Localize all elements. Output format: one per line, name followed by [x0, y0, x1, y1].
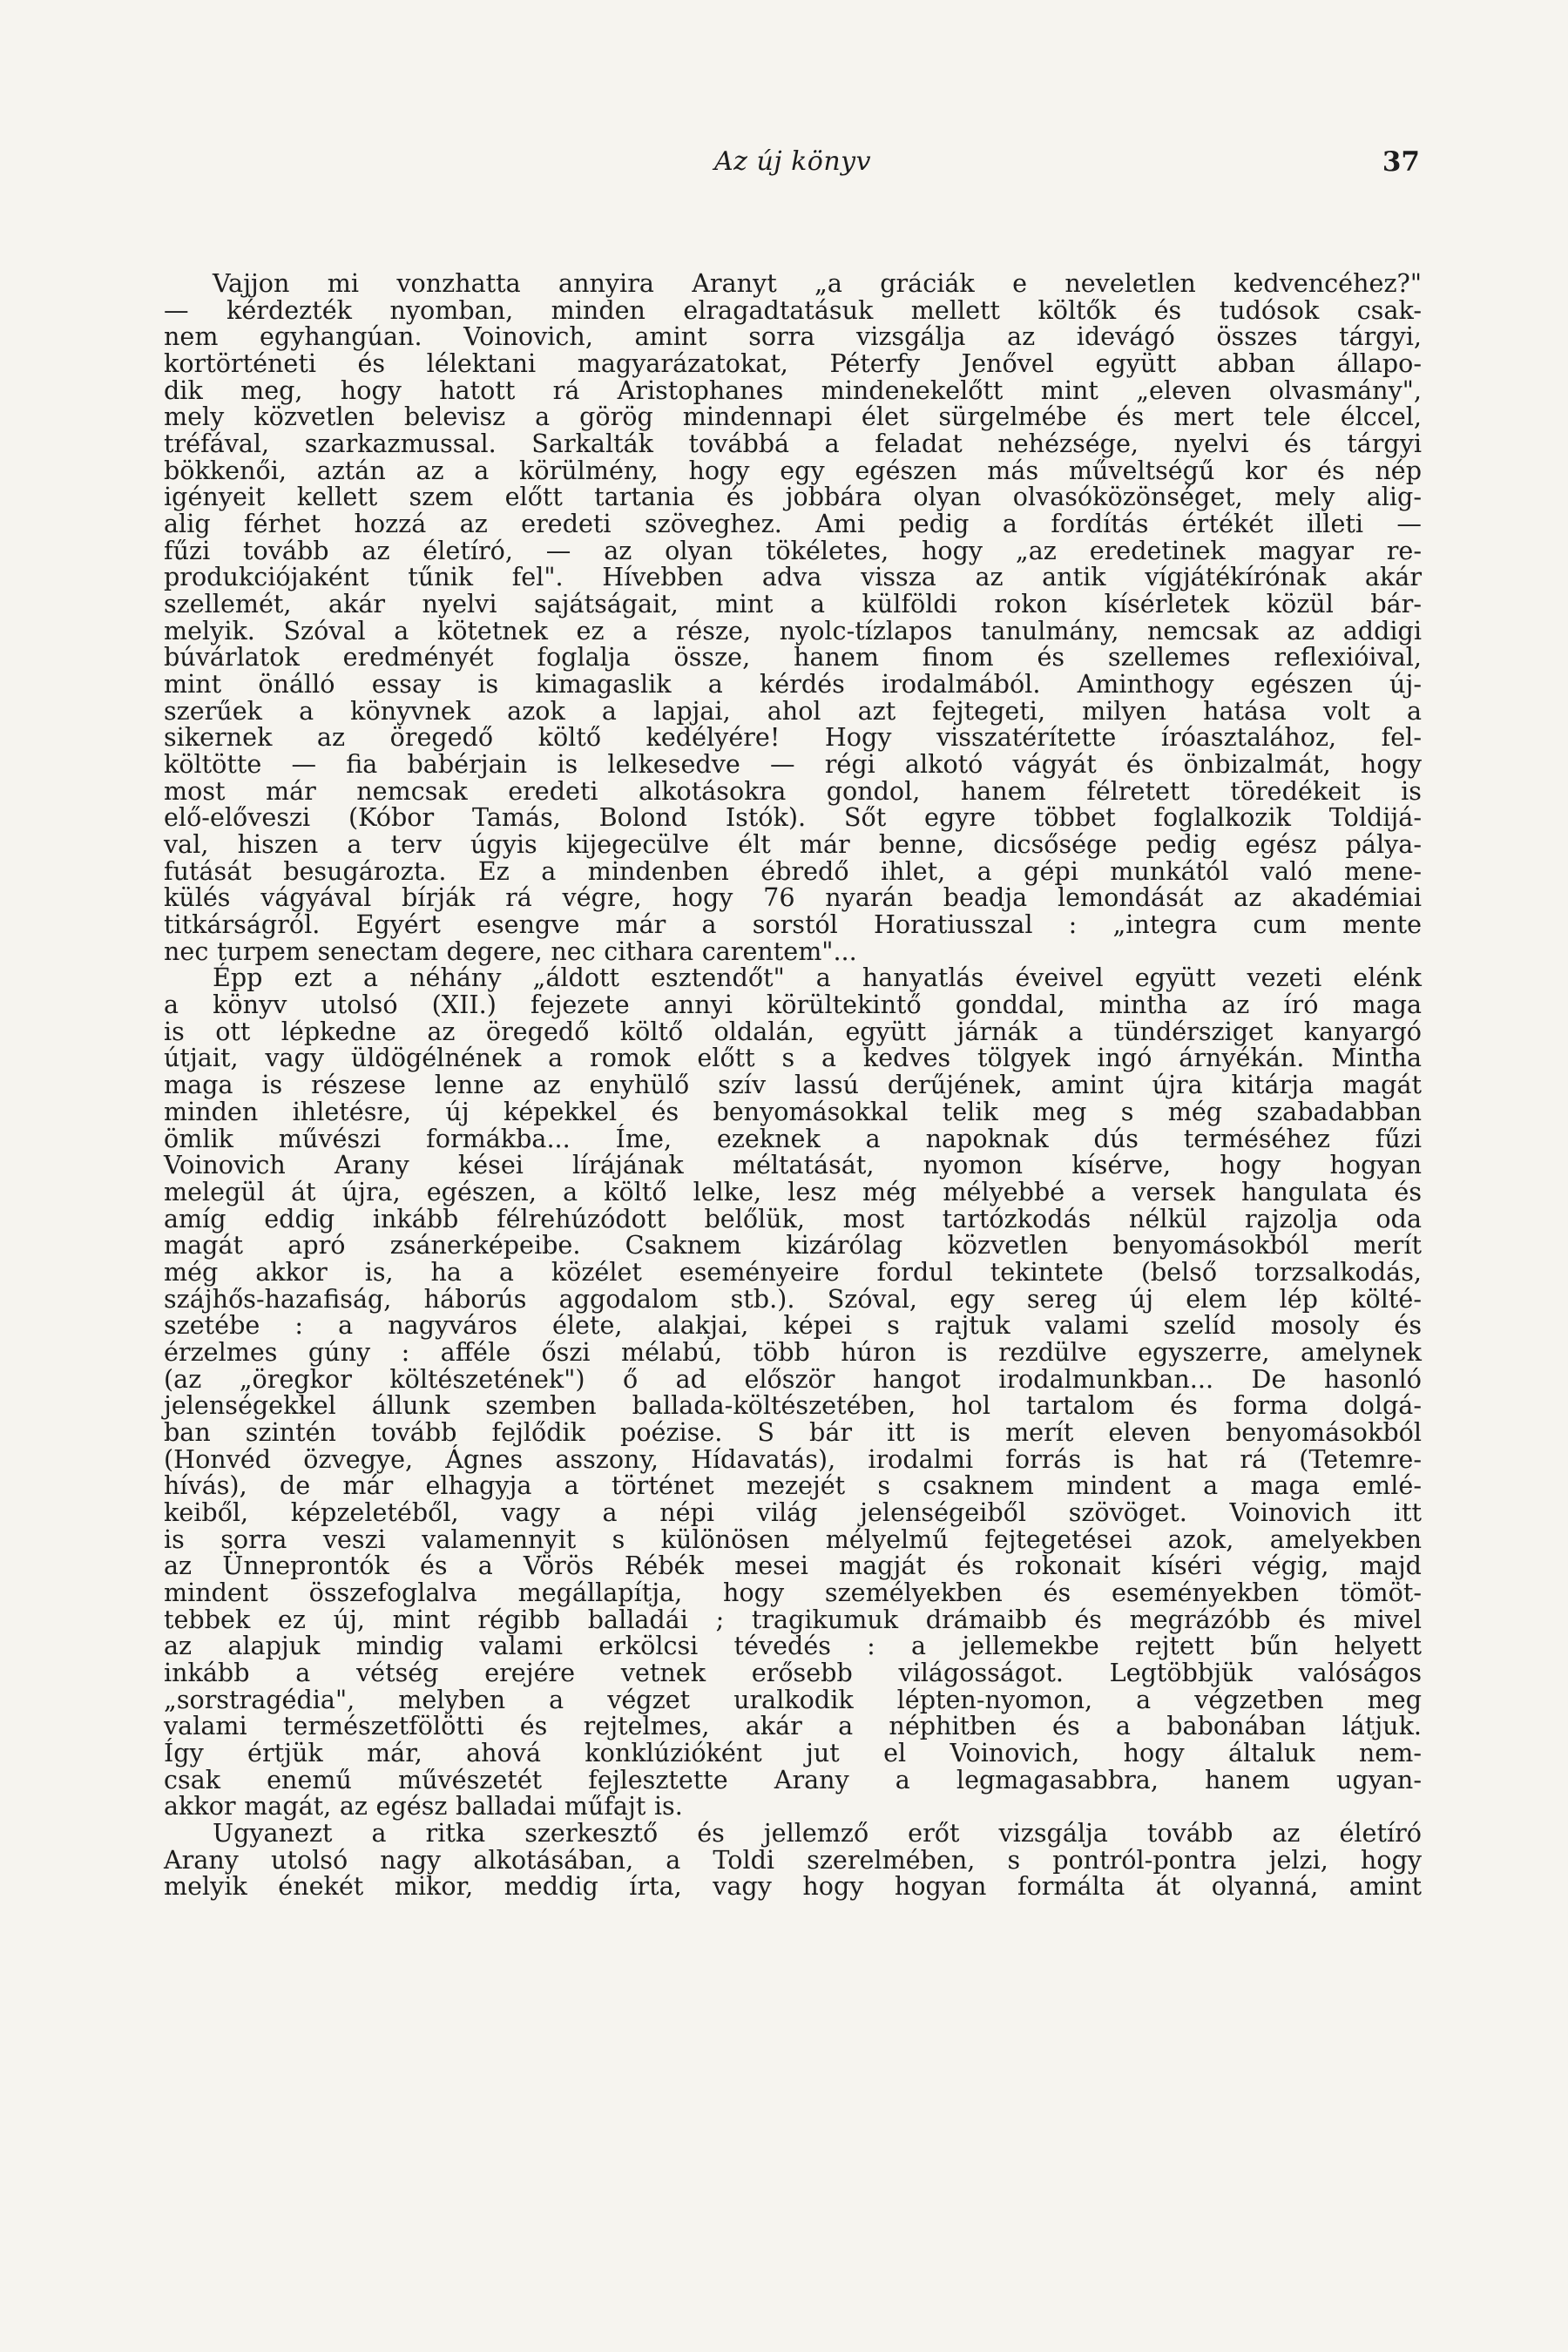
text-line: melyik. Szóval a kötetnek ez a része, nyolc-tízlapos tanulmány, nemcsak az addigi [164, 615, 1422, 645]
text-line: Ugyanezt a ritka szerkesztő és jellemző erőt vizsgálja tovább az életíró [213, 1817, 1422, 1848]
running-head [166, 146, 1420, 181]
text-line: tréfával, szarkazmussal. Sarkalták továbbá a feladat nehézsége, nyelvi és tárgyi [164, 429, 1422, 459]
text-line: magát apró zsánerképeibe. Csaknem kizárólag közvetlen benyomásokból merít [164, 1230, 1422, 1260]
text-line: sikernek az öregedő költő kedélyére! Hogy visszatérítette íróasztalához, fel- [164, 722, 1422, 753]
text-line: nec turpem senectam degere, nec cithara carentem"... [164, 936, 857, 966]
text-line: az alapjuk mindig valami erkölcsi tévedés : a jellemekbe rejtett bűn helyett [164, 1631, 1422, 1661]
text-line: csak enemű művészetét fejlesztette Arany a legmagasabbra, hanem ugyan- [164, 1764, 1422, 1794]
text-line: fűzi tovább az életíró, — az olyan tökéletes, hogy „az eredetinek magyar re- [164, 535, 1422, 565]
text-line: szellemét, akár nyelvi sajátságait, mint a külföldi rokon kísérletek közül bár- [164, 589, 1422, 619]
text-line: Arany utolsó nagy alkotásában, a Toldi szerelmében, s pontról-pontra jelzi, hogy [164, 1844, 1422, 1875]
text-line: igényeit kellett szem előtt tartania és jobbára olyan olvasóközönséget, mely alig- [164, 482, 1422, 512]
text-line: tebbek ez új, mint régibb balladái ; tragikumuk drámaibb és megrázóbb és mivel [164, 1604, 1422, 1634]
text-line: hívás), de már elhagyja a történet mezejét s csaknem mindent a maga emlé- [164, 1470, 1422, 1501]
running-title: Az új könyv [713, 146, 872, 177]
page-number: 37 [1382, 146, 1420, 178]
text-line: kortörténeti és lélektani magyarázatokat, Péterfy Jenővel együtt abban állapo- [164, 348, 1422, 379]
text-line: (Honvéd özvegye, Ágnes asszony, Hídavatás), irodalmi forrás is hat rá (Tetemre- [164, 1443, 1422, 1474]
text-line: (az „öregkor költészetének") ő ad először hangot irodalmunkban... De hasonló [164, 1363, 1422, 1394]
text-line: ban szintén tovább fejlődik poézise. S bár itt is merít eleven benyomásokból [164, 1416, 1422, 1447]
text-line: alig férhet hozzá az eredeti szöveghez. Ami pedig a fordítás értékét illeti — [164, 509, 1422, 539]
text-line: jelenségekkel állunk szemben ballada-költészetében, hol tartalom és forma dolgá- [164, 1390, 1422, 1421]
text-line: most már nemcsak eredeti alkotásokra gondol, hanem félretett töredékeit is [164, 775, 1422, 806]
text-line: is ott lépkedne az öregedő költő oldalán, együtt járnák a tündérsziget kanyargó [164, 1016, 1422, 1046]
text-line: dik meg, hogy hatott rá Aristophanes mindenekelőtt mint „eleven olvasmány", [164, 375, 1422, 405]
body-text [164, 270, 1422, 1900]
text-line: minden ihletésre, új képekkel és benyomásokkal telik meg s még szabadabban [164, 1096, 1422, 1126]
text-line: útjait, vagy üldögélnének a romok előtt s a kedves tölgyek ingó árnyékán. Mintha [164, 1043, 1422, 1073]
text-line: keiből, képzeletéből, vagy a népi világ jelenségeiből szövöget. Voinovich itt [164, 1497, 1422, 1527]
text-line: Így értjük már, ahová konklúzióként jut el Voinovich, hogy általuk nem- [164, 1737, 1422, 1767]
text-line: külés vágyával bírják rá végre, hogy 76 nyarán beadja lemondását az akadémiai [164, 882, 1422, 913]
text-line: „sorstragédia", melyben a végzet uralkodik lépten-nyomon, a végzetben meg [164, 1684, 1422, 1714]
text-line: Vajjon mi vonzhatta annyira Aranyt „a gráciák e neveletlen kedvencéhez?" [213, 268, 1422, 298]
text-line: még akkor is, ha a közélet eseményeire fordul tekintete (belső torzsalkodás, [164, 1256, 1422, 1287]
text-line: szetébe : a nagyváros élete, alakjai, képei s rajtuk valami szelíd mosoly és [164, 1310, 1422, 1341]
text-line: búvárlatok eredményét foglalja össze, hanem finom és szellemes reflexióival, [164, 642, 1422, 672]
text-line: mindent összefoglalva megállapítja, hogy személyekben és eseményekben tömöt- [164, 1577, 1422, 1607]
text-line: val, hiszen a terv úgyis kijegecülve élt már benne, dicsősége pedig egész pálya- [164, 829, 1422, 860]
text-line: szerűek a könyvnek azok a lapjai, ahol azt fejtegeti, milyen hatása volt a [164, 695, 1422, 726]
text-line: mely közvetlen belevisz a görög mindennapi élet sürgelmébe és mert tele élccel, [164, 402, 1422, 432]
text-line: érzelmes gúny : afféle őszi mélabú, több húron is rezdülve egyszerre, amelynek [164, 1336, 1422, 1367]
text-line: valami természetfölötti és rejtelmes, akár a néphitben és a babonában látjuk. [164, 1711, 1422, 1741]
text-line: inkább a vétség erejére vetnek erősebb világosságot. Legtöbbjük valóságos [164, 1657, 1422, 1687]
text-line: ömlik művészi formákba... Íme, ezeknek a napoknak dús terméséhez fűzi [164, 1123, 1422, 1153]
text-line: futását besugározta. Ez a mindenben ébredő ihlet, a gépi munkától való mene- [164, 855, 1422, 886]
text-line: mint önálló essay is kimagaslik a kérdés irodalmából. Aminthogy egészen új- [164, 669, 1422, 700]
text-line: költötte — fia babérjain is lelkesedve — régi alkotó vágyát és önbizalmát, hogy [164, 749, 1422, 780]
text-line: akkor magát, az egész balladai műfajt is. [164, 1791, 683, 1821]
text-line: az Ünneprontók és a Vörös Rébék mesei magját és rokonait kíséri végig, majd [164, 1551, 1422, 1581]
text-line: elő-előveszi (Kóbor Tamás, Bolond Istók). Sőt egyre többet foglalkozik Toldijá- [164, 802, 1422, 833]
text-line: titkárságról. Egyért esengve már a sorstól Horatiusszal : „integra cum mente [164, 909, 1422, 940]
text-line: bökkenői, aztán az a körülmény, hogy egy egészen más műveltségű kor és nép [164, 455, 1422, 485]
text-line: melegül át újra, egészen, a költő lelke, lesz még mélyebbé a versek hangulata és [164, 1176, 1422, 1206]
text-line: is sorra veszi valamennyit s különösen mélyelmű fejtegetései azok, amelyekben [164, 1524, 1422, 1554]
text-line: — kérdezték nyomban, minden elragadtatásuk mellett költők és tudósok csak- [164, 294, 1422, 325]
text-line: nem egyhangúan. Voinovich, amint sorra vizsgálja az idevágó összes tárgyi, [164, 321, 1422, 352]
text-line: a könyv utolsó (XII.) fejezete annyi körültekintő gonddal, mintha az író maga [164, 990, 1422, 1020]
text-line: amíg eddig inkább félrehúzódott belőlük, most tartózkodás nélkül rajzolja oda [164, 1203, 1422, 1233]
text-line: szájhős-hazafiság, háborús aggodalom stb.). Szóval, egy sereg új elem lép költé- [164, 1283, 1422, 1314]
text-line: Voinovich Arany kései lírájának méltatását, nyomon kísérve, hogy hogyan [164, 1150, 1422, 1180]
text-line: produkciójaként tűnik fel". Hívebben adva vissza az antik vígjátékírónak akár [164, 562, 1422, 592]
text-line: maga is részese lenne az enyhülő szív lassú derűjének, amint újra kitárja magát [164, 1070, 1422, 1100]
text-line: Épp ezt a néhány „áldott esztendőt" a hanyatlás éveivel együtt vezeti elénk [213, 963, 1422, 993]
text-line: melyik énekét mikor, meddig írta, vagy hogy hogyan formálta át olyanná, amint [164, 1871, 1422, 1902]
